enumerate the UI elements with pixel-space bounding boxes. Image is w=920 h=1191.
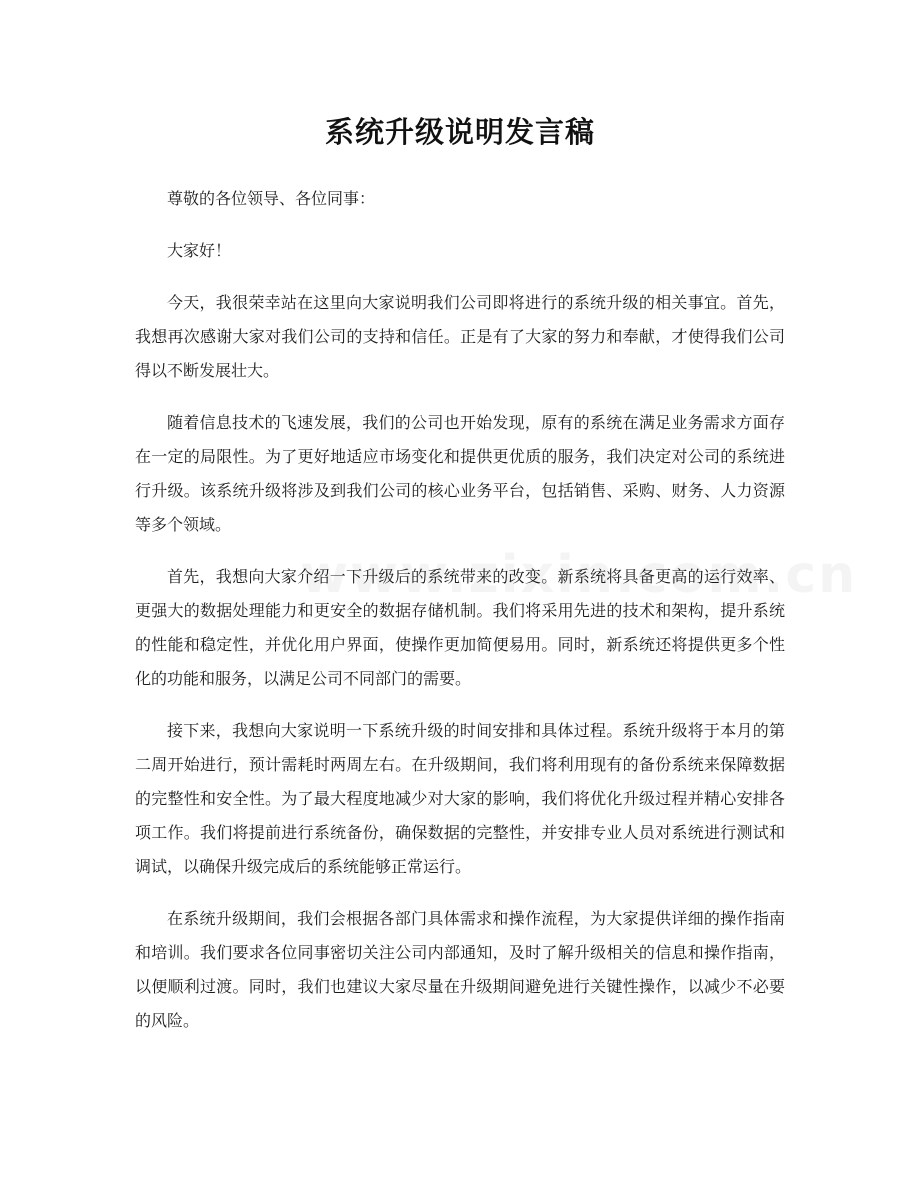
body-paragraph-3: 首先，我想向大家介绍一下升级后的系统带来的改变。新系统将具备更高的运行效率、更强大的数据处理能力和更安全的数据存储机制。我们将采用先进的技术和架构，提升系统的性能和稳定性，并优化用户界面，使操作更加简便易用。同时，新系统还将提供更多个性化的功能和服务，以满足公司不同部门的需要。 [135, 567, 785, 688]
salutation-paragraph: 尊敬的各位领导、各位同事： [167, 189, 376, 208]
document-title: 系统升级说明发言稿 [324, 115, 595, 149]
document-body [135, 182, 785, 1056]
greeting-paragraph: 大家好！ [167, 241, 232, 260]
body-paragraph-5: 在系统升级期间，我们会根据各部门具体需求和操作流程，为大家提供详细的操作指南和培训。我们要求各位同事密切关注公司内部通知，及时了解升级相关的信息和操作指南，以便顺利过渡。同时，我们也建议大家尽量在升级期间避免进行关键性操作，以减少不必要的风险。 [135, 909, 785, 1030]
body-paragraph-1: 今天，我很荣幸站在这里向大家说明我们公司即将进行的系统升级的相关事宜。首先，我想再次感谢大家对我们公司的支持和信任。正是有了大家的努力和奉献，才使得我们公司得以不断发展壮大。 [135, 293, 785, 380]
body-paragraph-4: 接下来，我想向大家说明一下系统升级的时间安排和具体过程。系统升级将于本月的第二周开始进行，预计需耗时两周左右。在升级期间，我们将利用现有的备份系统来保障数据的完整性和安全性。为了最大程度地减少对大家的影响，我们将优化升级过程并精心安排各项工作。我们将提前进行系统备份，确保数据的完整性，并安排专业人员对系统进行测试和调试，以确保升级完成后的系统能够正常运行。 [135, 721, 785, 876]
body-paragraph-2: 随着信息技术的飞速发展，我们的公司也开始发现，原有的系统在满足业务需求方面存在一定的局限性。为了更好地适应市场变化和提供更优质的服务，我们决定对公司的系统进行升级。该系统升级将涉及到我们公司的核心业务平台，包括销售、采购、财务、人力资源等多个领域。 [135, 413, 785, 534]
